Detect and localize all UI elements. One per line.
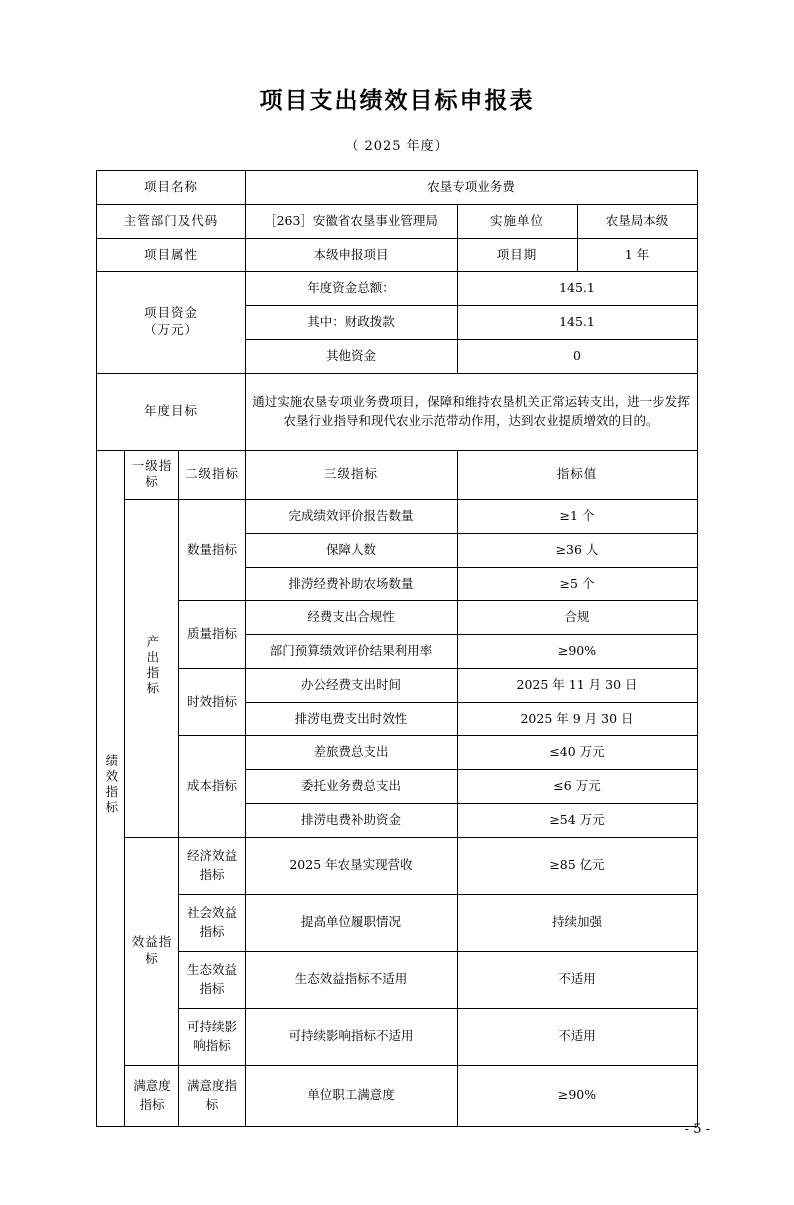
project-attr-label: 项目属性 [97, 238, 245, 272]
indicator-value: ≥36 人 [457, 533, 697, 567]
funds-row-value: 0 [457, 339, 697, 373]
project-funds-label: 项目资金 （万元） [97, 272, 245, 373]
level2-sustainable: 可持续影响指标 [179, 1008, 245, 1065]
unit-value: 农垦局本级 [577, 204, 697, 238]
document-year: （ 2025 年度） [345, 139, 449, 154]
table-row [97, 450, 697, 500]
level2-quality: 质量指标 [179, 601, 245, 669]
indicator-value: 持续加强 [457, 894, 697, 951]
annual-goal-value: 通过实施农垦专项业务费项目，保障和维持农垦机关正常运转支出，进一步发挥农垦行业指导和现代农业示范带动作用，达到农业提质增效的目的。 [245, 373, 697, 450]
level3-indicator: 保障人数 [245, 533, 457, 567]
indicator-value: ≤6 万元 [457, 770, 697, 804]
table-row [97, 238, 697, 272]
funds-row-name: 年度资金总额： [245, 272, 457, 306]
level3-indicator: 完成绩效评价报告数量 [245, 500, 457, 534]
page-number: - 5 - [684, 1122, 710, 1137]
level1-output: 产出指标 [125, 500, 179, 838]
funds-row-name: 其中：财政拨款 [245, 306, 457, 340]
indicator-value: 2025 年 11 月 30 日 [457, 668, 697, 702]
level3-indicator: 单位职工满意度 [245, 1065, 457, 1126]
level3-indicator: 部门预算绩效评价结果利用率 [245, 635, 457, 669]
level2-satisfaction: 满意度指标 [179, 1065, 245, 1126]
column-header-level1: 一级指标 [125, 450, 179, 500]
table-row [97, 951, 697, 1008]
funds-row-value: 145.1 [457, 306, 697, 340]
level3-indicator: 委托业务费总支出 [245, 770, 457, 804]
column-header-value: 指标值 [457, 450, 697, 500]
level2-cost: 成本指标 [179, 736, 245, 837]
level2-social: 社会效益指标 [179, 894, 245, 951]
indicator-value: 2025 年 9 月 30 日 [457, 702, 697, 736]
level3-indicator: 差旅费总支出 [245, 736, 457, 770]
table-row [97, 736, 697, 770]
level3-indicator: 排涝经费补助农场数量 [245, 567, 457, 601]
page-title: 项目支出绩效目标申报表 [259, 87, 535, 114]
annual-goal-label: 年度目标 [97, 373, 245, 450]
level3-indicator: 提高单位履职情况 [245, 894, 457, 951]
level1-satisfaction: 满意度指标 [125, 1065, 179, 1126]
indicator-value: ≥90% [457, 1065, 697, 1126]
table-row [97, 837, 697, 894]
indicator-value: 不适用 [457, 951, 697, 1008]
level2-quantity: 数量指标 [179, 500, 245, 601]
column-header-level3: 三级指标 [245, 450, 457, 500]
table-row [97, 171, 697, 205]
level3-indicator: 办公经费支出时间 [245, 668, 457, 702]
level2-ecological: 生态效益指标 [179, 951, 245, 1008]
level3-indicator: 经费支出合规性 [245, 601, 457, 635]
table-row [97, 1008, 697, 1065]
performance-indicator-side-label: 绩效指标 [97, 450, 125, 1126]
indicator-value: ≥85 亿元 [457, 837, 697, 894]
table-row [97, 373, 697, 450]
indicator-value: ≤40 万元 [457, 736, 697, 770]
funds-row-value: 145.1 [457, 272, 697, 306]
table-row [97, 894, 697, 951]
project-period-label: 项目期 [457, 238, 577, 272]
level2-economic: 经济效益指标 [179, 837, 245, 894]
performance-target-table [96, 170, 697, 1127]
level2-timeliness: 时效指标 [179, 668, 245, 736]
indicator-value: 不适用 [457, 1008, 697, 1065]
document-page [0, 82, 794, 1205]
project-name-label: 项目名称 [97, 171, 245, 205]
level3-indicator: 可持续影响指标不适用 [245, 1008, 457, 1065]
table-row [97, 668, 697, 702]
funds-row-name: 其他资金 [245, 339, 457, 373]
table-row [97, 1065, 697, 1126]
project-period-value: 1 年 [577, 238, 697, 272]
indicator-value: ≥90% [457, 635, 697, 669]
dept-value: ［263］安徽省农垦事业管理局 [245, 204, 457, 238]
level1-benefit: 效益指 标 [125, 837, 179, 1065]
level3-indicator: 排涝电费支出时效性 [245, 702, 457, 736]
project-name-value: 农垦专项业务费 [245, 171, 697, 205]
indicator-value: ≥1 个 [457, 500, 697, 534]
table-row [97, 500, 697, 534]
level3-indicator: 生态效益指标不适用 [245, 951, 457, 1008]
column-header-level2: 二级指标 [179, 450, 245, 500]
indicator-value: ≥54 万元 [457, 803, 697, 837]
level3-indicator: 2025 年农垦实现营收 [245, 837, 457, 894]
table-row [97, 272, 697, 306]
indicator-value: 合规 [457, 601, 697, 635]
project-attr-value: 本级申报项目 [245, 238, 457, 272]
indicator-value: ≥5 个 [457, 567, 697, 601]
table-row [97, 601, 697, 635]
dept-label: 主管部门及代码 [97, 204, 245, 238]
unit-label: 实施单位 [457, 204, 577, 238]
level3-indicator: 排涝电费补助资金 [245, 803, 457, 837]
table-row [97, 204, 697, 238]
